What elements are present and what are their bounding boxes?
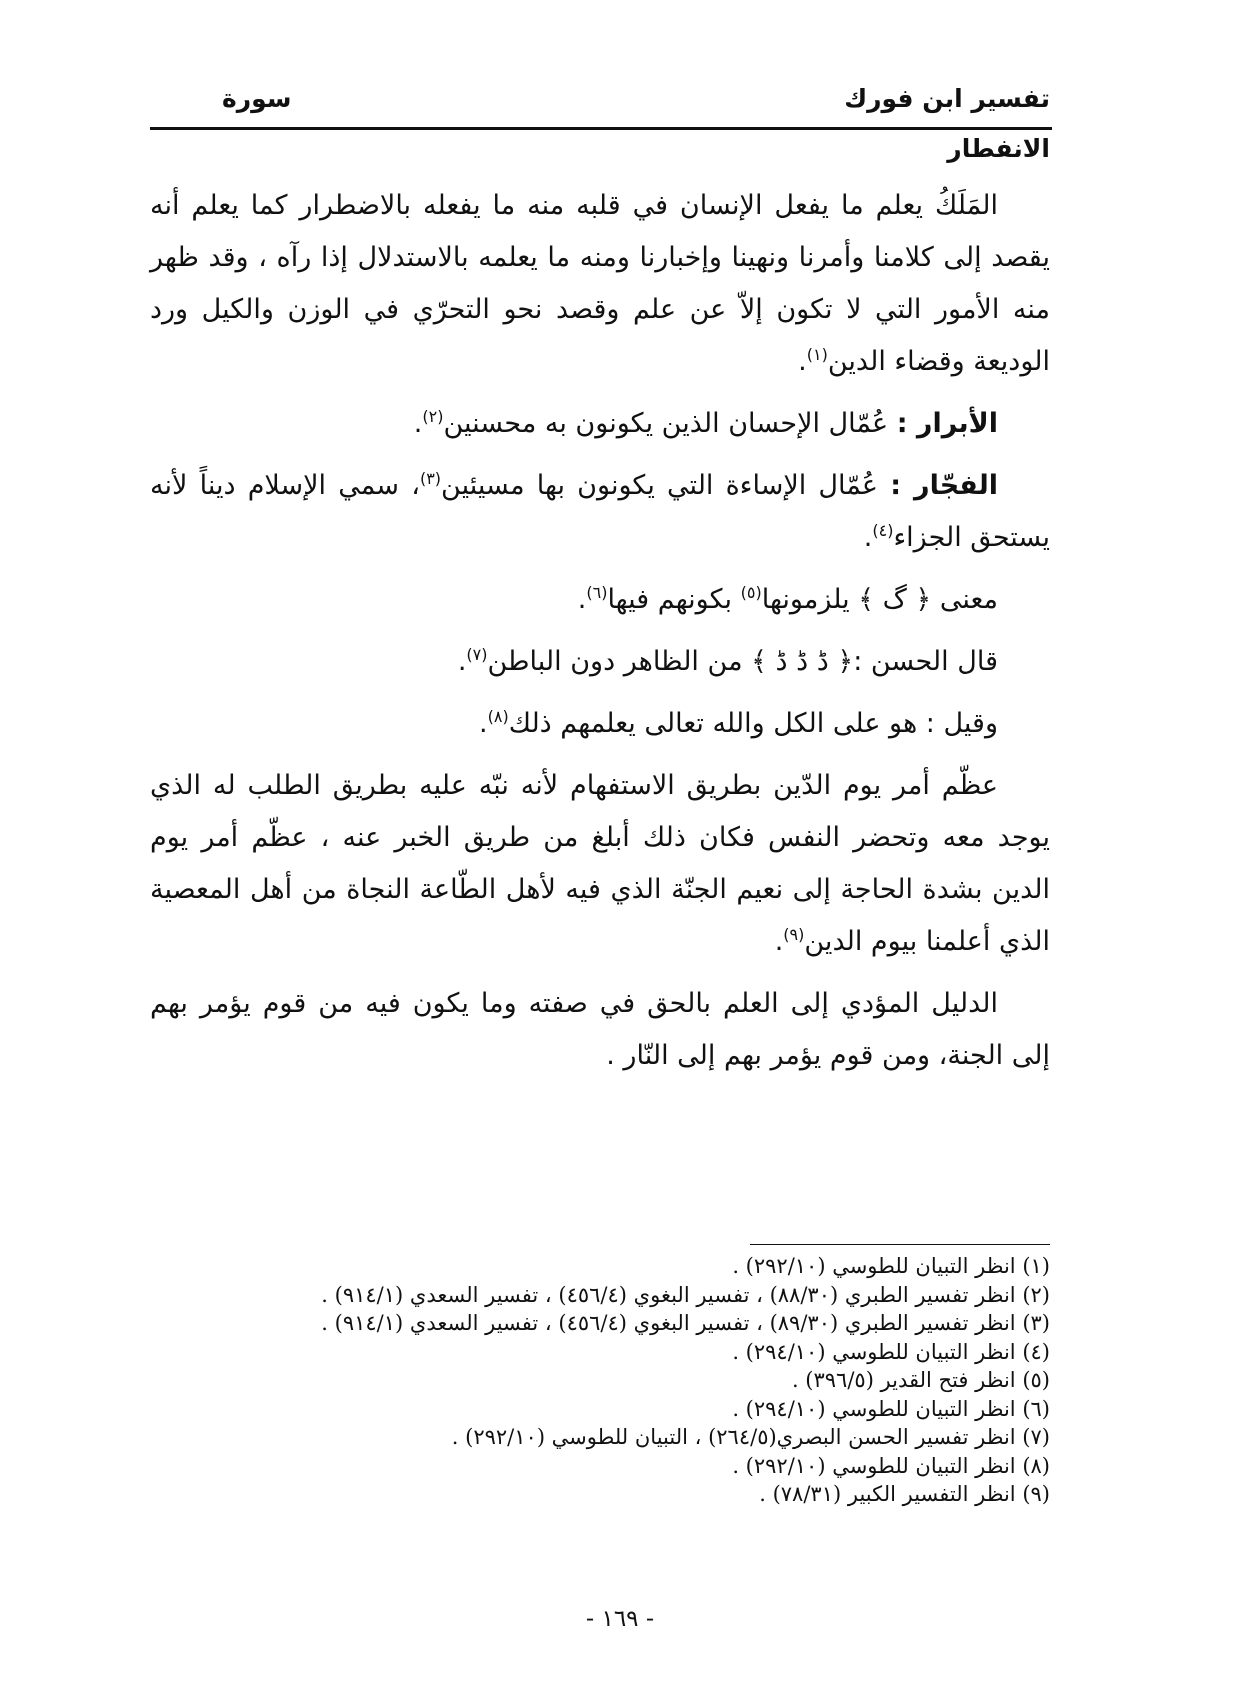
paragraph-abrar bbox=[150, 398, 1050, 450]
footnote-5: (٥) انظر فتح القدير (٣٩٦/٥) . bbox=[791, 1368, 1050, 1392]
page-number: - ١٦٩ - bbox=[585, 1606, 655, 1632]
footnote-ref-2: (٢) bbox=[422, 407, 444, 426]
footnote-ref-9: (٩) bbox=[783, 925, 805, 944]
footnote-ref-6: (٦) bbox=[586, 583, 608, 602]
paragraph-text-2: من الظاهر دون الباطن bbox=[487, 646, 743, 677]
paragraph-text-3: بكونهم فيها bbox=[607, 584, 741, 615]
footnote-ref-5: (٥) bbox=[740, 583, 762, 602]
header-rule bbox=[150, 127, 1052, 130]
paragraph-tail: . bbox=[774, 926, 784, 957]
paragraph-text: قال الحسن : bbox=[853, 646, 998, 677]
paragraph-text: عُمّال الإحسان الذين يكونون به محسنين bbox=[443, 408, 897, 439]
quran-verse-fragment: ﴿ ڈ ڈ ڈ ﴾ bbox=[751, 646, 854, 677]
paragraph-tail: . bbox=[863, 522, 873, 553]
paragraph-text: المَلَكُ يعلم ما يفعل الإنسان في قلبه منه ما يفعله بالاضطرار كما يعلم أنه يقصد إلى كلامنا وأمرنا ونهينا وإخبارنا ومنه ما يعلمه بالاستدلال إذا رآه ، وقد ظهر منه الأمور التي لا تكون إلاّ عن علم وقصد نحو التحرّي في الوزن والكيل ورد الوديعة وقضاء الدين bbox=[150, 190, 1050, 377]
footnote-8: (٨) انظر التبيان للطوسي (٢٩٢/١٠) . bbox=[732, 1453, 1050, 1478]
term-abrar: الأبرار : bbox=[896, 408, 998, 439]
paragraph-yawm-aldin bbox=[150, 760, 1050, 968]
paragraph-text: وقيل : هو على الكل والله تعالى يعلمهم ذلك bbox=[508, 708, 998, 739]
paragraph-tail: . bbox=[457, 646, 467, 677]
footnote-3: (٣) انظر تفسير الطبري (٨٩/٣٠) ، تفسير البغوي (٤٥٦/٤) ، تفسير السعدي (٩١٤/١) . bbox=[321, 1311, 1050, 1335]
term-fujjar: الفجّار : bbox=[890, 470, 998, 501]
footnote-9: (٩) انظر التفسير الكبير (٧٨/٣١) . bbox=[759, 1482, 1050, 1506]
footnote-2: (٢) انظر تفسير الطبري (٨٨/٣٠) ، تفسير البغوي (٤٥٦/٤) ، تفسير السعدي (٩١٤/١) . bbox=[321, 1282, 1050, 1307]
footnote-ref-3: (٣) bbox=[419, 469, 442, 488]
book-title: تفسير ابن فورك bbox=[844, 84, 1050, 113]
paragraph-text-2: يلزمونها bbox=[761, 584, 850, 615]
paragraph-tail: . bbox=[479, 708, 488, 739]
footnote-6: (٦) انظر التبيان للطوسي (٢٩٤/١٠) . bbox=[732, 1396, 1050, 1421]
paragraph-fujjar bbox=[150, 460, 1050, 564]
paragraph-malak bbox=[150, 180, 1050, 388]
footnote-ref-1: (١) bbox=[806, 345, 828, 364]
paragraph-qila bbox=[150, 698, 1050, 750]
surah-label: سورة bbox=[222, 84, 292, 113]
paragraph-tail: . bbox=[577, 584, 587, 615]
footnote-1: (١) انظر التبيان للطوسي (٢٩٢/١٠) . bbox=[732, 1254, 1050, 1278]
paragraph-text: عظّم أمر يوم الدّين بطريق الاستفهام لأنه نبّه عليه بطريق الطلب له الذي يوجد معه وتحضر النفس فكان ذلك أبلغ من طريق الخبر عنه ، عظّم أمر يوم الدين بشدة الحاجة إلى نعيم الجنّة الذي فيه لأهل الطّاعة النجاة من أهل المعصية الذي أعلمنا بيوم الدين bbox=[150, 770, 1050, 957]
footnote-7: (٧) انظر تفسير الحسن البصري(٢٦٤/٥) ، التبيان للطوسي (٢٩٢/١٠) . bbox=[451, 1425, 1050, 1449]
paragraph-tail: . bbox=[413, 408, 423, 439]
paragraph-text: الدليل المؤدي إلى العلم بالحق في صفته وما يكون فيه من قوم يؤمر بهم إلى الجنة، ومن قوم يؤمر بهم إلى النّار . bbox=[150, 988, 1050, 1071]
paragraph-text: معنى bbox=[939, 584, 998, 615]
footnote-ref-7: (٧) bbox=[466, 645, 488, 664]
paragraph-text-2: ، سمي الإسلام ديناً لأنه يستحق الجزاء bbox=[150, 470, 1050, 553]
paragraph-text: عُمّال الإساءة التي يكونون بها مسيئين bbox=[441, 470, 891, 501]
footnotes bbox=[190, 1252, 1050, 1509]
running-header bbox=[150, 84, 1050, 124]
paragraph-maana bbox=[150, 574, 1050, 626]
paragraph-dalil bbox=[150, 978, 1050, 1082]
footnote-ref-4: (٤) bbox=[872, 521, 894, 540]
surah-name: الانفطار bbox=[947, 134, 1050, 163]
footnote-4: (٤) انظر التبيان للطوسي (٢٩٤/١٠) . bbox=[732, 1339, 1050, 1364]
paragraph-tail: . bbox=[798, 346, 807, 377]
footnote-ref-8: (٨) bbox=[487, 707, 509, 726]
quran-verse-fragment: ﴿ گ ﴾ bbox=[858, 584, 932, 615]
paragraph-hasan bbox=[150, 636, 1050, 688]
footnote-separator bbox=[750, 1244, 1050, 1245]
body-text bbox=[150, 180, 1050, 1092]
